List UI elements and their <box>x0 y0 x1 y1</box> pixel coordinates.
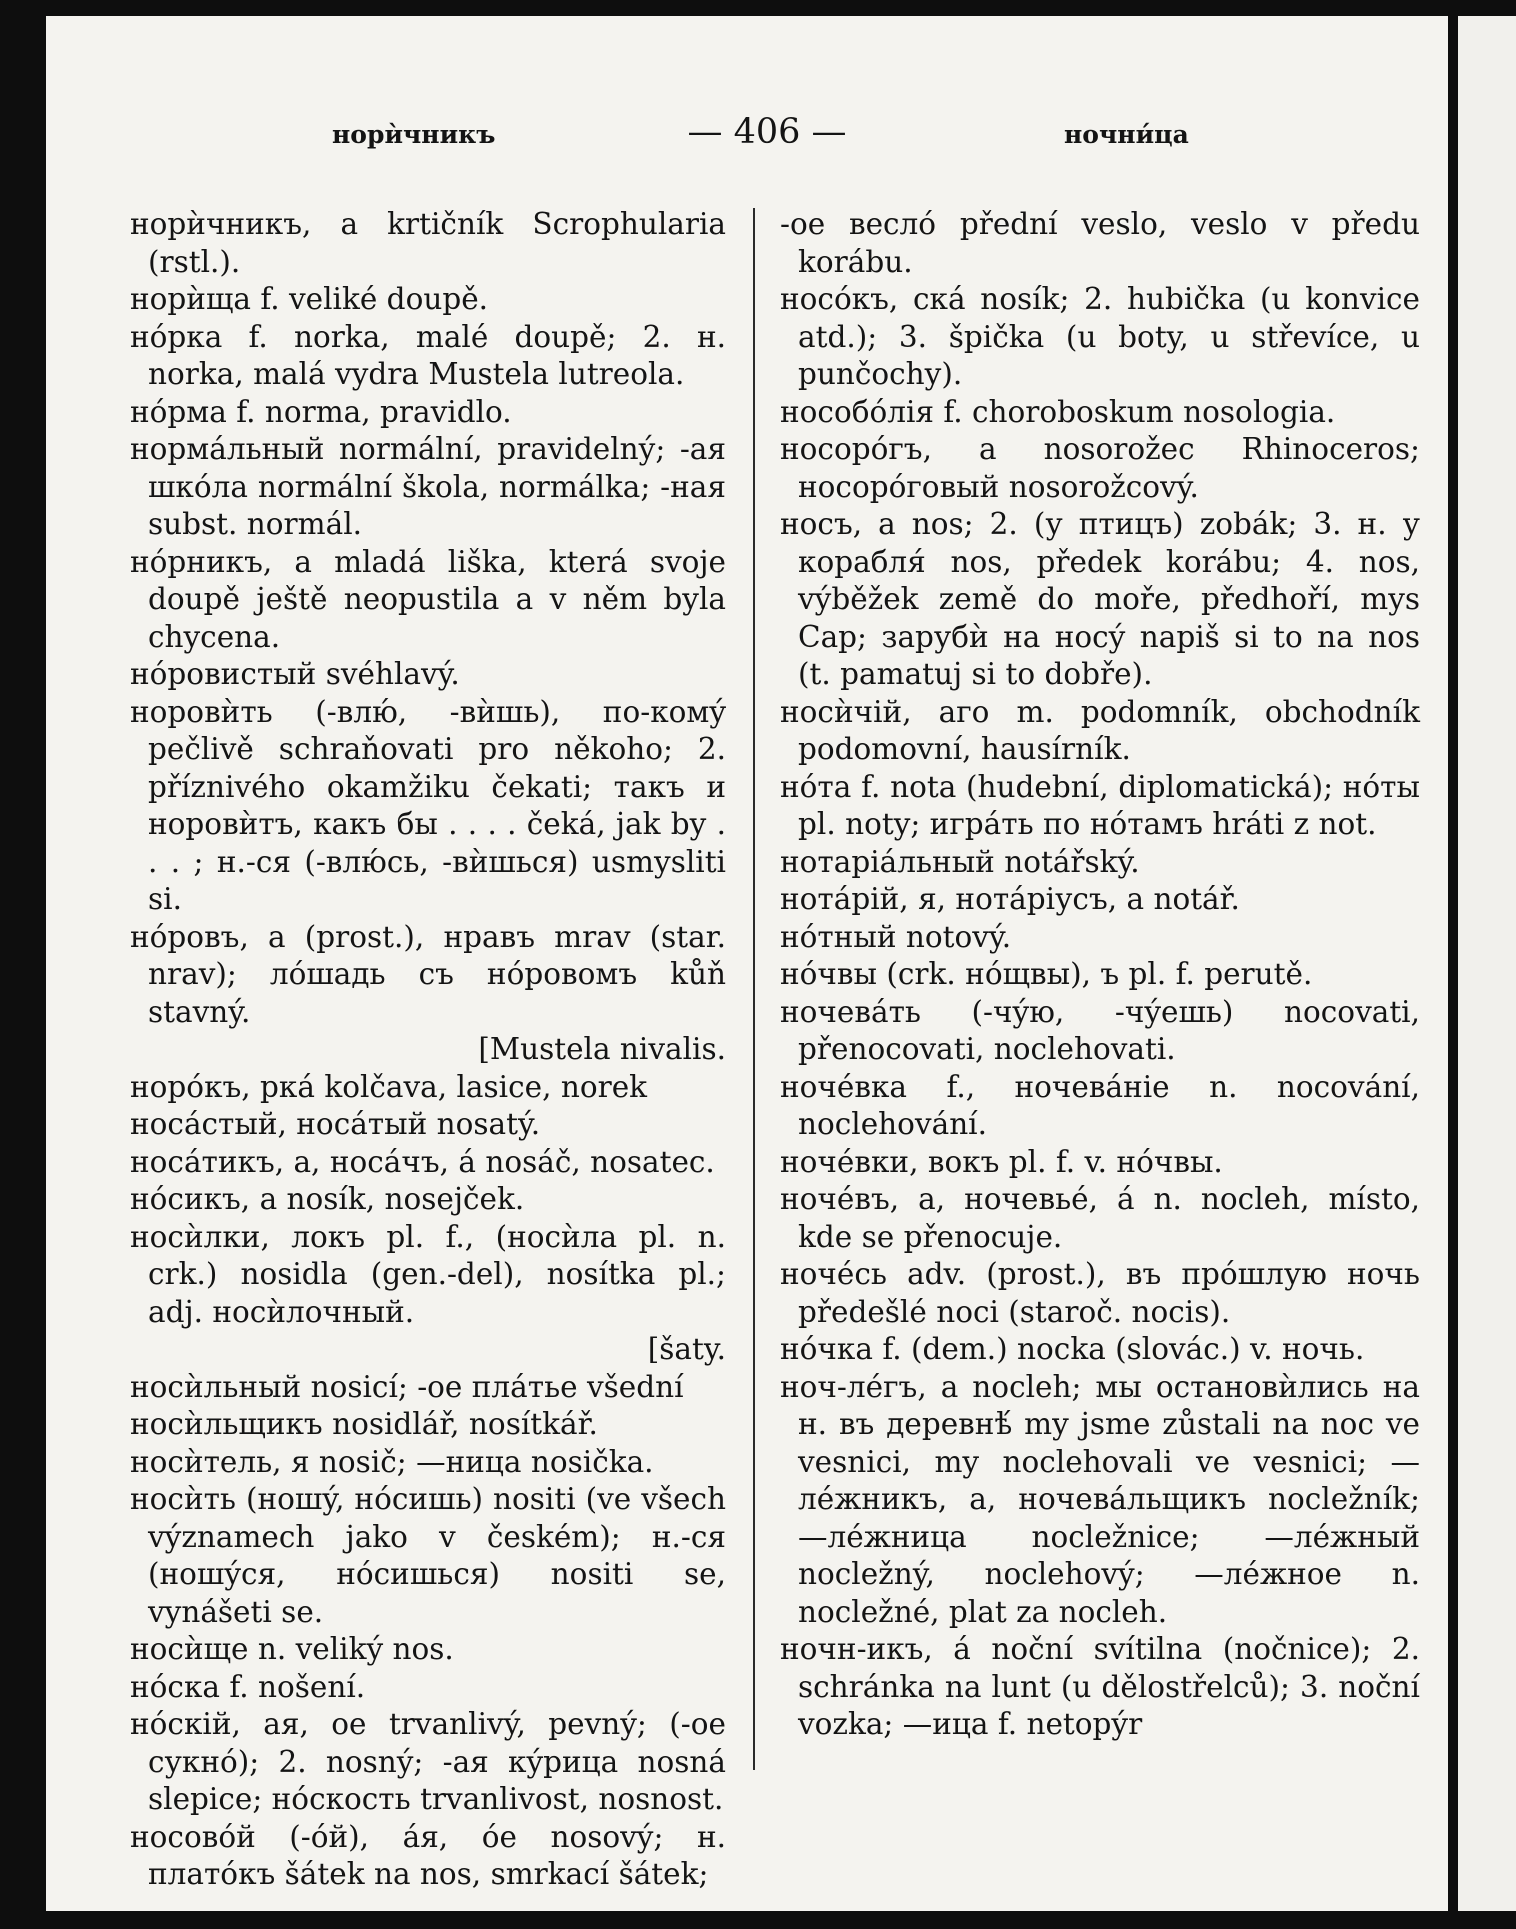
left-column <box>130 206 726 1894</box>
header-left-guide-word: норѝчникъ <box>332 120 496 149</box>
dictionary-entry: носѝлки, локъ pl. f., (носѝла pl. n. crk.) nosidla (gen.-del), nosítka pl.; adj. носѝлочный. <box>130 1219 726 1329</box>
right-column <box>780 206 1420 1744</box>
dictionary-entry: ночéвка f., ночевáніе n. nocování, noclehování. <box>780 1069 1420 1141</box>
dictionary-entry: ноч-лéгъ, а nocleh; мы остановѝлись на н. въ деревнѣ́ my jsme zůstali na noc ve vesnici, my noclehovali ve vesnici; —лéжникъ, а, ночевáльщикъ nocležník; —лéжница nocležnice; —лéжный nocležný, noclehový; —лéжное n. nocležné, plat za nocleh. <box>780 1369 1420 1629</box>
adjacent-page-edge <box>1458 16 1516 1911</box>
dictionary-entry: норѝчникъ, а krtičník Scrophularia (rstl.). <box>130 207 726 279</box>
dictionary-entry: нóчка f. (dem.) nocka (slovác.) v. ночь. <box>780 1332 1365 1366</box>
dictionary-entry: ночевáть (-чýю, -чýешь) nocovati, přenocovati, noclehovati. <box>780 994 1420 1066</box>
dictionary-entry: нóска f. nošení. <box>130 1669 366 1704</box>
dictionary-entry: носѝтель, я nosič; —ница nosička. <box>130 1444 654 1479</box>
dictionary-entry: нотаріáльный notářský. <box>780 844 1140 879</box>
dictionary-entry: носѝще n. veliký nos. <box>130 1632 454 1666</box>
header-right-guide-word: ночни́ца <box>1064 120 1189 149</box>
dictionary-entry: нóрникъ, a mladá liška, která svoje doupě ještě neopustila a v něm byla chycena. <box>130 544 726 654</box>
dictionary-entry: носѝльщикъ nosidlář, nosítkář. <box>130 1407 598 1441</box>
dictionary-entry: норѝща f. veliké doupě. <box>130 282 489 316</box>
overflow-bracket: [Mustela nivalis. <box>478 1032 726 1066</box>
dictionary-entry: нормáльный normální, pravidelný; -ая шкóла normální škola, normálka; -ная subst. normál. <box>130 432 726 541</box>
dictionary-entry: носóкъ, ска́ nosík; 2. hubička (u konvice atd.); 3. špička (u boty, u střevíce, u punčochy). <box>780 282 1420 391</box>
dictionary-entry: нóрка f. norka, malé doupě; 2. н. norka, malá vydra Mustela lutreola. <box>130 319 726 391</box>
dictionary-entry: нотáрій, я, нотáріусъ, а notář. <box>780 882 1240 916</box>
dictionary-entry: нóсикъ, а nosík, nosejček. <box>130 1182 525 1216</box>
dictionary-entry: ночéвки, вокъ pl. f. v. нóчвы. <box>780 1144 1223 1179</box>
dictionary-entry: носорóгъ, а nosorožec Rhinoceros; носорóговый nosorožcový. <box>780 432 1420 504</box>
dictionary-entry: нóрма f. norma, pravidlo. <box>130 394 512 429</box>
dictionary-entry: нóта f. nota (hudební, diplomatická); нóты pl. noty; игрáть по нóтамъ hráti z not. <box>780 769 1420 841</box>
dictionary-entry: нóчвы (crk. нóщвы), ъ pl. f. perutě. <box>780 957 1313 991</box>
dictionary-entry: -ое весло́ přední veslo, veslo v předu korábu. <box>780 207 1420 279</box>
dictionary-entry: нóровъ, а (prost.), нравъ mrav (star. nrav); лóшадь съ нóровомъ kůň stavný. <box>130 919 726 1029</box>
dictionary-entry: норóкъ, рка́ kolčava, lasice, norek <box>130 1069 648 1104</box>
dictionary-entry: носѝть (ношý, нóсишь) nositi (ve všech významech jako v českém); н.-ся (ношýся, нóсишься) nositi se, vynášeti se. <box>130 1482 726 1629</box>
dictionary-entry: носовóй (-óй), áя, óе nosový; н. платóкъ šátek na nos, smrkací šátek; <box>130 1819 726 1891</box>
dictionary-page <box>46 16 1448 1911</box>
dictionary-entry: ночéсь adv. (prost.), въ прóшлую ночь předešlé noci (staroč. nocis). <box>780 1257 1420 1329</box>
column-divider <box>753 208 755 1770</box>
dictionary-entry: носѝчій, аго m. podomník, obchodník podomovní, hausírník. <box>780 694 1420 766</box>
overflow-bracket: [šaty. <box>647 1332 726 1366</box>
dictionary-entry: носъ, а nos; 2. (у птицъ) zobák; 3. н. у корабля́ nos, předek korábu; 4. nos, výběžek země do moře, předhoří, mys Cap; зарубѝ на носý napiš si to na nos (t. pamatuj si to dobře). <box>780 507 1420 691</box>
page-header <box>46 112 1448 156</box>
dictionary-entry: ночн-икъ, á noční svítilna (nočnice); 2. schránka na lunt (u dělostřelců); 3. noční vozka; —ица f. netopýr <box>780 1632 1420 1741</box>
dictionary-entry: нособóлія f. choroboskum nosologia. <box>780 394 1336 429</box>
dictionary-entry: норовѝть (-влю́, -вѝшь), по-комý pečlivě schraňovati pro někoho; 2. příznivého okamžiku čekati; такъ и норовѝтъ, какъ бы . . . . čeká, jak by . . . ; н.-ся (-влю́сь, -вѝшься) usmysliti si. <box>130 694 726 916</box>
dictionary-entry: носáтикъ, а, носáчъ, á nosáč, nosatec. <box>130 1144 715 1179</box>
dictionary-entry: нóтный notový. <box>780 919 1012 954</box>
dictionary-entry: нóровистый svéhlavý. <box>130 657 460 691</box>
page-number: — 406 — <box>687 112 847 152</box>
dictionary-entry: ночéвъ, а, ночевьé, á n. nocleh, místo, kde se přenocuje. <box>780 1182 1420 1254</box>
dictionary-entry: носáстый, носáтый nosatý. <box>130 1107 541 1141</box>
dictionary-entry: носѝльный nosicí; -ое плáтье všední <box>130 1369 684 1404</box>
dictionary-entry: нóскій, ая, ое trvanlivý, pevný; (-ое сукнó); 2. nosný; -ая кýрица nosná slepice; нóскость trvanlivost, nosnost. <box>130 1707 726 1816</box>
